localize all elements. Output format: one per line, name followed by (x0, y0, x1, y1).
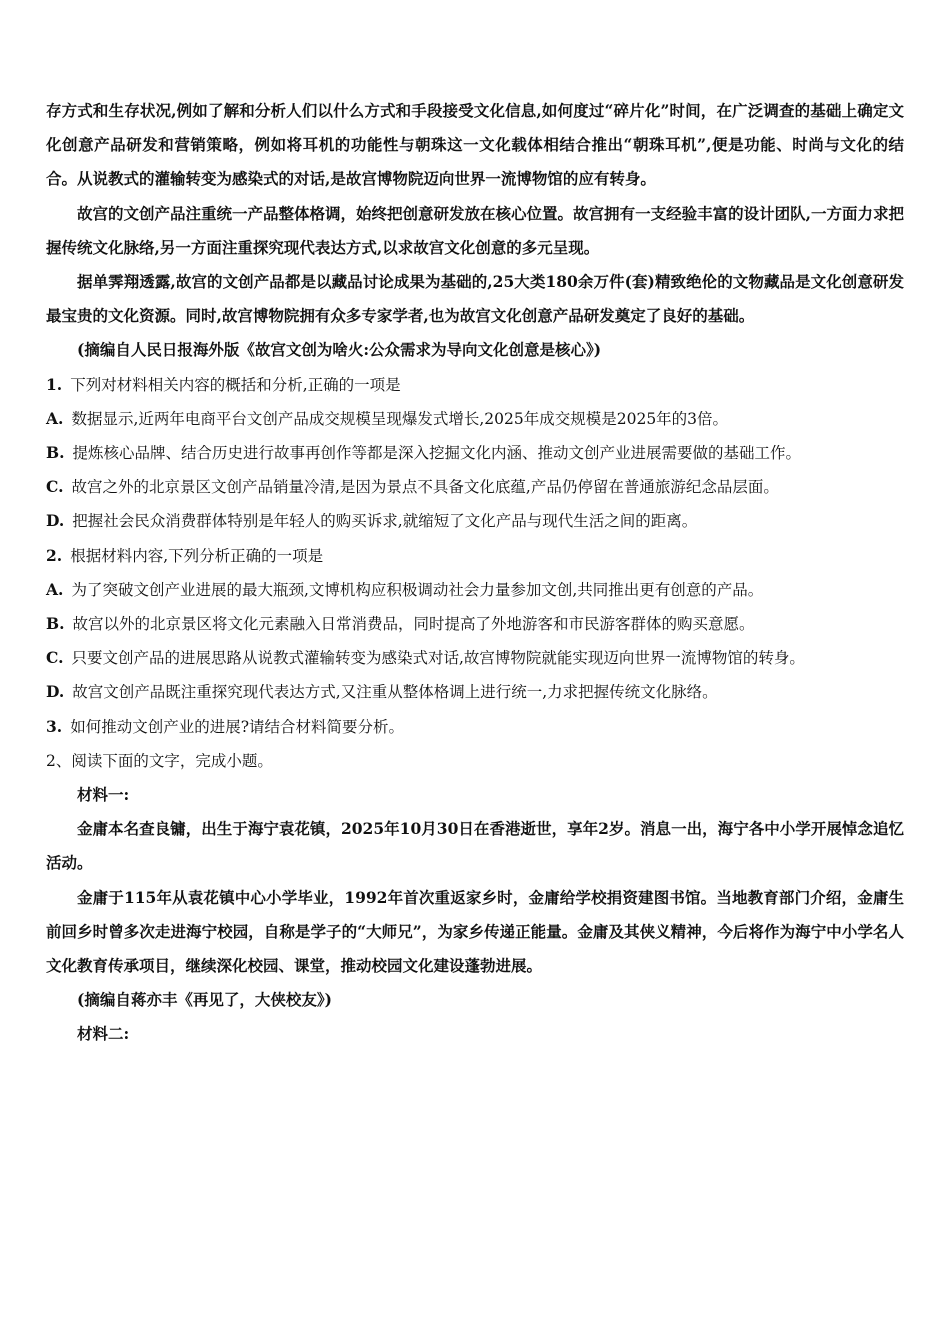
question-2-option-d (46, 675, 904, 709)
question-stem: 根据材料内容,下列分析正确的一项是 (70, 546, 324, 565)
passage-paragraph: 故宫的文创产品注重统一产品整体格调，始终把创意研发放在核心位置。故宫拥有一支经验丰富的设计团队,一方面力求把握传统文化脉络,另一方面注重探究现代表达方式,以求故宫文化创意的多元呈现。 (46, 203, 904, 257)
option-text: 数据显示,近两年电商平台文创产品成交规模呈现爆发式增长,2025年成交规模是2025年的3倍。 (71, 409, 729, 428)
question-2-option-c (46, 641, 904, 675)
option-text: 故宫文创产品既注重探究现代表达方式,又注重从整体格调上进行统一,力求把握传统文化脉络。 (72, 683, 718, 702)
passage-paragraph: 金庸于115年从袁花镇中心小学毕业，1992年首次重返家乡时，金庸给学校捐资建图书馆。当地教育部门介绍，金庸生前回乡时曾多次走进海宁校园，自称是学子的“大师兄”，为家乡传递正能量。金庸及其侠义精神，今后将作为海宁中小学名人文化教育传承项目，继续深化校园、课堂，推动校园文化建设蓬勃进展。 (46, 887, 904, 976)
option-text: 把握社会民众消费群体特别是年轻人的购买诉求,就缩短了文化产品与现代生活之间的距离。 (72, 512, 698, 531)
question-2 (46, 539, 904, 573)
question-stem: 下列对材料相关内容的概括和分析,正确的一项是 (70, 375, 401, 394)
option-key: C. (46, 477, 64, 497)
option-text: 故宫之外的北京景区文创产品销量冷清,是因为景点不具备文化底蕴,产品仍停留在普通旅游纪念品层面。 (71, 478, 779, 497)
option-text: 提炼核心品牌、结合历史进行故事再创作等都是深入挖掘文化内涵、推动文创产业进展需要做的基础工作。 (72, 444, 802, 463)
option-key: A. (46, 408, 64, 428)
question-1-option-a (46, 402, 904, 436)
passage-paragraph: 金庸本名查良镛，出生于海宁袁花镇，2025年10月30日在香港逝世，享年2岁。消息一出，海宁各中小学开展悼念追忆活动。 (46, 819, 904, 873)
passage-paragraph: 据单霁翔透露,故宫的文创产品都是以藏品讨论成果为基础的,25大类180余万件(套)精致绝伦的文物藏品是文化创意研发最宝贵的文化资源。同时,故宫博物院拥有众多专家学者,也为故宫文化创意产品研发奠定了良好的基础。 (46, 272, 904, 326)
section-title: 2、阅读下面的文字，完成小题。 (46, 751, 273, 770)
source-citation: (摘编自蒋亦丰《再见了，大侠校友》) (77, 990, 332, 1010)
question-1-option-b (46, 436, 904, 470)
document-page (46, 94, 904, 1052)
question-3 (46, 710, 904, 744)
option-key: A. (46, 579, 64, 599)
option-key: D. (46, 511, 65, 531)
option-text: 为了突破文创产业进展的最大瓶颈,文博机构应积极调动社会力量参加文创,共同推出更有创意的产品。 (71, 580, 764, 599)
question-1-option-d (46, 504, 904, 538)
question-2-option-a (46, 573, 904, 607)
option-key: B. (46, 614, 65, 634)
question-1-option-c (46, 470, 904, 504)
option-text: 故宫以外的北京景区将文化元素融入日常消费品，同时提高了外地游客和市民游客群体的购买意愿。 (72, 615, 755, 634)
question-number: 1. (46, 374, 63, 394)
question-number: 3. (46, 716, 63, 736)
question-number: 2. (46, 545, 63, 565)
passage-paragraph: 存方式和生存状况,例如了解和分析人们以什么方式和手段接受文化信息,如何度过“碎片化”时间，在广泛调查的基础上确定文化创意产品研发和营销策略，例如将耳机的功能性与朝珠这一文化载体相结合推出“朝珠耳机”,便是功能、时尚与文化的结合。从说教式的灌输转变为感染式的对话,是故宫博物院迈向世界一流博物馆的应有转身。 (46, 101, 904, 189)
question-stem: 如何推动文创产业的进展?请结合材料简要分析。 (70, 717, 404, 736)
option-key: B. (46, 443, 65, 463)
option-text: 只要文创产品的进展思路从说教式灌输转变为感染式对话,故宫博物院就能实现迈向世界一流博物馆的转身。 (71, 649, 805, 668)
option-key: D. (46, 682, 65, 702)
source-citation: (摘编自人民日报海外版《故宫文创为啥火:公众需求为导向文化创意是核心》) (77, 340, 602, 360)
question-2-option-b (46, 607, 904, 641)
question-1 (46, 368, 904, 402)
option-key: C. (46, 648, 64, 668)
material-label: 材料二: (77, 1024, 130, 1044)
material-label: 材料一: (77, 785, 130, 805)
